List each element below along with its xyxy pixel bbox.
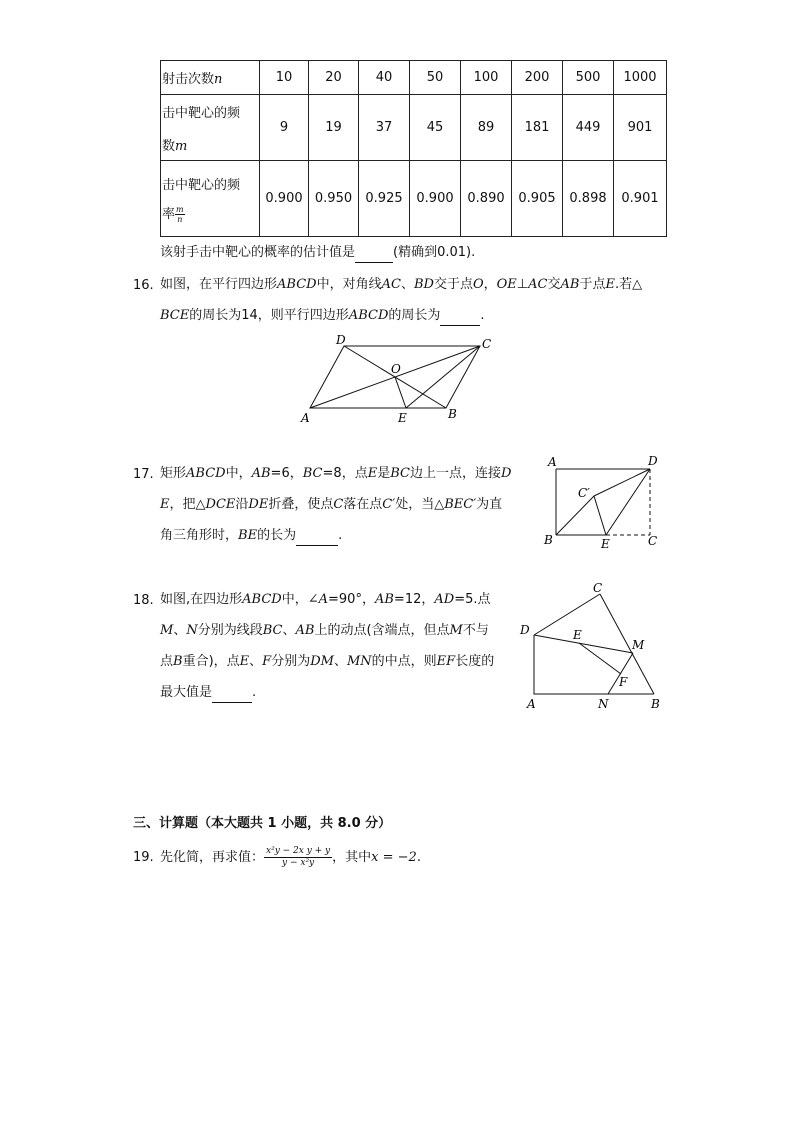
table-cell: 50	[410, 61, 461, 95]
table-cell: 0.950	[309, 161, 359, 237]
q19-line: 先化简，再求值： $\frac{\text{x²y − 2x y + y}}{\text{y − x²y}}$ ，其中x = −2.	[160, 846, 421, 868]
row-header-hits	[161, 95, 260, 161]
q16-line2: BCE的周长为14，则平行四边形ABCD的周长为 .	[160, 307, 485, 326]
label-n: N	[598, 697, 609, 711]
fraction-numerator: x²y − 2x y + y	[266, 846, 331, 856]
var-n: n	[214, 72, 223, 87]
q18-line2: M、N分别为线段BC、AB上的动点(含端点，但点M不与	[160, 623, 489, 638]
q15-answer-line	[160, 244, 475, 263]
label-d: D	[520, 623, 530, 637]
q17-line1: 矩形ABCD中，AB=6，BC=8，点E是BC边上一点，连接D	[160, 466, 512, 481]
expression-fraction	[264, 846, 332, 869]
rectangle-fold-figure	[540, 452, 664, 550]
label-a: A	[301, 411, 310, 425]
label-b: B	[448, 407, 457, 421]
table-cell: 0.900	[410, 161, 461, 237]
row-header-text: 击中靶心的频	[162, 177, 241, 193]
side-dc	[534, 594, 600, 635]
table-cell: 0.890	[461, 161, 512, 237]
table-cell: 10	[260, 61, 309, 95]
table-cell: 449	[563, 95, 614, 161]
label-b: B	[544, 533, 553, 547]
segment-de	[606, 469, 650, 535]
row-header-text: 击中靶心的频	[162, 105, 241, 121]
frequency-table	[160, 60, 667, 237]
label-c-prime: C′	[578, 486, 590, 500]
segment-oe	[395, 377, 406, 408]
row-header-text: 率	[162, 206, 176, 222]
table-cell: 0.900	[260, 161, 309, 237]
row-header-frequency	[161, 161, 260, 237]
table-cell: 40	[359, 61, 410, 95]
table-cell: 1000	[614, 61, 667, 95]
table-cell: 89	[461, 95, 512, 161]
label-c: C	[648, 534, 658, 548]
segment-ef	[579, 643, 621, 674]
label-e: E	[573, 628, 582, 642]
segment-bc1	[556, 496, 594, 535]
parallelogram-figure	[298, 332, 498, 426]
answer-blank	[355, 244, 393, 263]
fraction-m-over-n: $\frac{m}{n}$	[176, 204, 184, 224]
answer-blank	[296, 527, 338, 546]
question-number: 17.	[133, 467, 154, 482]
table-row-shots	[161, 61, 667, 95]
answer-blank	[212, 684, 252, 703]
label-m: M	[632, 638, 645, 652]
q17-line3: 角三角形时，BE的长为 .	[160, 527, 342, 546]
table-row-hits	[161, 95, 667, 161]
segment-ec	[406, 346, 480, 408]
label-e: E	[601, 537, 610, 550]
section-heading: 三、计算题（本大题共 1 小题，共 8.0 分）	[133, 816, 392, 831]
table-cell: 0.898	[563, 161, 614, 237]
label-c: C	[593, 581, 603, 595]
table-cell: 45	[410, 95, 461, 161]
condition: x = −2	[371, 850, 417, 865]
table-cell: 20	[309, 61, 359, 95]
row-header-text: 射击次数	[162, 72, 215, 87]
table-cell: 901	[614, 95, 667, 161]
question-number: 18.	[133, 593, 154, 608]
table-cell: 19	[309, 95, 359, 161]
row-header-shots	[161, 61, 260, 95]
table-cell: 37	[359, 95, 410, 161]
label-c: C	[482, 337, 492, 351]
label-a: A	[527, 697, 536, 711]
question-text: ，其中	[332, 850, 372, 865]
label-b: B	[651, 697, 660, 711]
q17-line2: E，把△DCE沿DE折叠，使点C落在点C′处，当△BEC′为直	[160, 497, 503, 512]
table-cell: 9	[260, 95, 309, 161]
table-cell: 0.905	[512, 161, 563, 237]
table-cell: 500	[563, 61, 614, 95]
answer-blank	[440, 307, 480, 326]
question-text: (精确到0.01).	[393, 245, 476, 260]
q16-line1: 如图，在平行四边形ABCD中，对角线AC、BD交于点O，OE⊥AC交AB于点E.若△	[160, 277, 643, 292]
table-cell: 100	[461, 61, 512, 95]
segment-c1e	[594, 496, 606, 535]
row-header-text: 数	[162, 138, 176, 154]
table-cell: 0.925	[359, 161, 410, 237]
var-m: m	[175, 138, 188, 154]
q18-line3: 点B重合)，点E、F分别为DM、MN的中点，则EF长度的	[160, 654, 495, 669]
question-number: 16.	[133, 278, 154, 293]
segment-dm	[534, 635, 633, 653]
table-cell: 0.901	[614, 161, 667, 237]
label-o: O	[391, 362, 401, 376]
table-cell: 200	[512, 61, 563, 95]
label-d: D	[336, 333, 346, 347]
q18-line1: 如图,在四边形ABCD中，∠A=90°，AB=12，AD=5.点	[160, 592, 491, 607]
label-d: D	[648, 454, 658, 468]
q18-line4: 最大值是 .	[160, 684, 256, 703]
question-text: 该射手击中靶心的概率的估计值是	[160, 245, 356, 260]
quadrilateral-figure	[516, 578, 668, 714]
question-text: 先化简，再求值：	[160, 850, 265, 865]
table-cell: 181	[512, 95, 563, 161]
question-number: 19.	[133, 850, 154, 865]
label-e: E	[398, 411, 407, 425]
label-f: F	[619, 675, 628, 689]
table-row-frequency	[161, 161, 667, 237]
label-a: A	[548, 455, 557, 469]
fraction-denominator: y − x²y	[282, 858, 315, 868]
